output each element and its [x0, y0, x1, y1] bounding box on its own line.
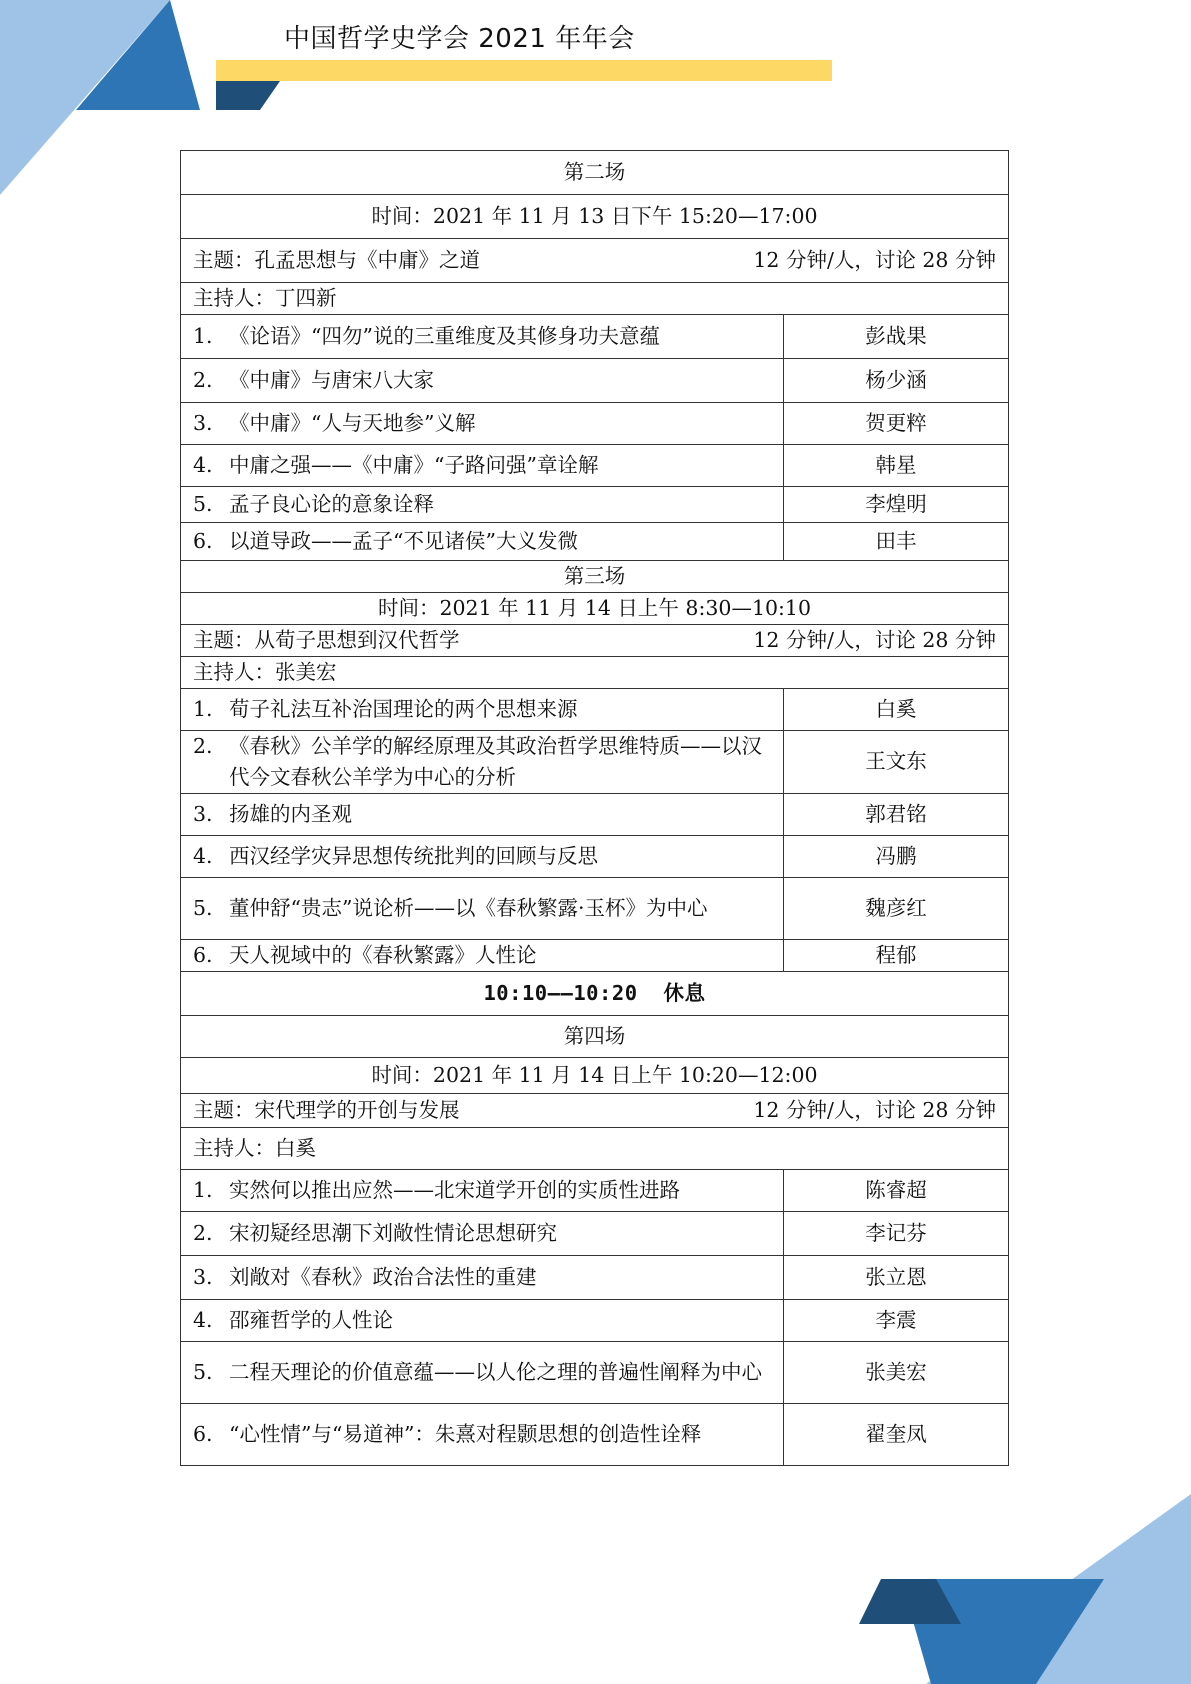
- table-row: [181, 1299, 1009, 1341]
- talk-title-cell: [181, 877, 784, 939]
- talk-number: 2.: [193, 368, 213, 393]
- session-rule: 12 分钟/人，讨论 28 分钟: [753, 628, 996, 653]
- talk-speaker: 翟奎凤: [784, 1403, 1009, 1465]
- talk-title: 《中庸》“人与天地参”义解: [229, 411, 476, 436]
- talk-title: 中庸之强——《中庸》“子路问强”章诠解: [229, 453, 599, 478]
- talk-item: [193, 799, 771, 830]
- table-row: [181, 315, 1009, 359]
- talk-speaker: 杨少涵: [784, 359, 1009, 403]
- talk-speaker: 冯鹏: [784, 835, 1009, 877]
- session-rule: 12 分钟/人，讨论 28 分钟: [753, 1097, 996, 1122]
- talk-number: 6.: [193, 942, 213, 967]
- talk-number: 5.: [193, 492, 213, 517]
- talk-item: [193, 321, 771, 352]
- talk-speaker: 郭君铭: [784, 793, 1009, 835]
- theme-wrapper: [193, 625, 996, 656]
- session-theme: 主题：从荀子思想到汉代哲学: [193, 628, 460, 653]
- session-theme: 主题：孔孟思想与《中庸》之道: [193, 248, 480, 273]
- table-row: [181, 523, 1009, 561]
- table-row: [181, 1403, 1009, 1465]
- talk-item: [193, 365, 771, 396]
- talk-speaker: 王文东: [784, 731, 1009, 794]
- talk-number: 1.: [193, 324, 213, 349]
- table-row: [181, 283, 1009, 315]
- session-theme: 主题：宋代理学的开创与发展: [193, 1097, 460, 1122]
- talk-number: 3.: [193, 411, 213, 436]
- talk-item: [193, 1262, 771, 1293]
- talk-speaker: 李煌明: [784, 487, 1009, 523]
- session-host: 主持人：白奚: [181, 1127, 1009, 1169]
- bottom-right-decoration: [841, 1494, 1191, 1684]
- table-row: [181, 195, 1009, 239]
- talk-speaker: 张立恩: [784, 1255, 1009, 1299]
- talk-item: [193, 1218, 771, 1249]
- talk-title-cell: [181, 939, 784, 971]
- table-row: [181, 1127, 1009, 1169]
- talk-item: [193, 1357, 771, 1388]
- table-row: [181, 1341, 1009, 1403]
- table-row: [181, 403, 1009, 445]
- break-label: 休息: [663, 980, 706, 1005]
- talk-item: [193, 731, 771, 793]
- table-row: [181, 1093, 1009, 1127]
- talk-speaker: 韩星: [784, 445, 1009, 487]
- talk-number: 4.: [193, 1307, 213, 1332]
- talk-title: 刘敞对《春秋》政治合法性的重建: [229, 1264, 537, 1289]
- talk-item: [193, 1419, 771, 1450]
- header-accent-bar: [216, 60, 832, 81]
- talk-title-cell: [181, 1169, 784, 1211]
- table-row: [181, 939, 1009, 971]
- talk-item: [193, 526, 771, 557]
- session-time: 时间：2021 年 11 月 14 日上午 8:30—10:10: [181, 593, 1009, 625]
- talk-number: 4.: [193, 843, 213, 868]
- talk-item: [193, 1305, 771, 1336]
- table-row: [181, 593, 1009, 625]
- session-theme-row: [181, 625, 1009, 657]
- table-row: [181, 1255, 1009, 1299]
- talk-number: 1.: [193, 1177, 213, 1202]
- talk-title-cell: [181, 359, 784, 403]
- talk-speaker: 贺更粹: [784, 403, 1009, 445]
- talk-item: [193, 489, 771, 520]
- talk-title: 二程天理论的价值意蕴——以人伦之理的普遍性阐释为中心: [229, 1359, 762, 1384]
- talk-title: 荀子礼法互补治国理论的两个思想来源: [229, 697, 578, 722]
- talk-title-cell: [181, 689, 784, 731]
- table-row: [181, 151, 1009, 195]
- table-row: [181, 487, 1009, 523]
- theme-wrapper: [193, 1095, 996, 1126]
- talk-speaker: 张美宏: [784, 1341, 1009, 1403]
- talk-number: 6.: [193, 529, 213, 554]
- talk-title: 《论语》“四勿”说的三重维度及其修身功夫意蕴: [229, 324, 660, 349]
- table-row: [181, 877, 1009, 939]
- talk-title-cell: [181, 523, 784, 561]
- table-row: [181, 625, 1009, 657]
- schedule-table: [180, 150, 1009, 1466]
- talk-title-cell: [181, 1211, 784, 1255]
- break-row: [181, 971, 1009, 1015]
- talk-item: [193, 1175, 771, 1206]
- talk-number: 2.: [193, 734, 213, 758]
- table-row: [181, 359, 1009, 403]
- talk-title: 以道导政——孟子“不见诸侯”大义发微: [229, 529, 578, 554]
- talk-item: [193, 893, 771, 924]
- talk-speaker: 白奚: [784, 689, 1009, 731]
- talk-title: “心性情”与“易道神”：朱熹对程颢思想的创造性诠释: [229, 1421, 702, 1446]
- talk-number: 5.: [193, 1359, 213, 1384]
- theme-wrapper: [193, 245, 996, 276]
- session-theme-row: [181, 1093, 1009, 1127]
- talk-title: 董仲舒“贵志”说论析——以《春秋繁露·玉杯》为中心: [229, 895, 708, 920]
- talk-item: [193, 408, 771, 439]
- talk-title: 西汉经学灾异思想传统批判的回顾与反思: [229, 843, 598, 868]
- table-row: [181, 971, 1009, 1015]
- table-row: [181, 561, 1009, 593]
- talk-title-cell: [181, 403, 784, 445]
- talk-title-cell: [181, 731, 784, 794]
- talk-speaker: 程郁: [784, 939, 1009, 971]
- table-row: [181, 657, 1009, 689]
- talk-title: 实然何以推出应然——北宋道学开创的实质性进路: [229, 1177, 680, 1202]
- talk-number: 2.: [193, 1220, 213, 1245]
- talk-number: 4.: [193, 453, 213, 478]
- talk-speaker: 李记芬: [784, 1211, 1009, 1255]
- table-row: [181, 1015, 1009, 1057]
- talk-title-cell: [181, 793, 784, 835]
- session-rule: 12 分钟/人，讨论 28 分钟: [753, 248, 996, 273]
- talk-title-cell: [181, 835, 784, 877]
- table-row: [181, 1169, 1009, 1211]
- table-row: [181, 793, 1009, 835]
- talk-title: 宋初疑经思潮下刘敞性情论思想研究: [229, 1220, 557, 1245]
- talk-title-cell: [181, 315, 784, 359]
- talk-title-cell: [181, 445, 784, 487]
- talk-title: 《中庸》与唐宋八大家: [229, 368, 434, 393]
- talk-number: 1.: [193, 697, 213, 722]
- talk-title: 邵雍哲学的人性论: [229, 1307, 393, 1332]
- session-host: 主持人：丁四新: [181, 283, 1009, 315]
- talk-item: [193, 450, 771, 481]
- talk-title: 孟子良心论的意象诠释: [229, 492, 434, 517]
- talk-speaker: 陈睿超: [784, 1169, 1009, 1211]
- talk-title: 《春秋》公羊学的解经原理及其政治哲学思维特质——以汉代今文春秋公羊学为中心的分析: [229, 734, 762, 789]
- session-theme-row: [181, 239, 1009, 283]
- session-host: 主持人：张美宏: [181, 657, 1009, 689]
- talk-title-cell: [181, 487, 784, 523]
- table-row: [181, 1211, 1009, 1255]
- talk-number: 6.: [193, 1421, 213, 1446]
- talk-title-cell: [181, 1299, 784, 1341]
- talk-title: 天人视域中的《春秋繁露》人性论: [229, 942, 537, 967]
- page-title: 中国哲学史学会 2021 年年会: [284, 24, 635, 54]
- talk-title-cell: [181, 1255, 784, 1299]
- talk-number: 3.: [193, 1264, 213, 1289]
- talk-item: [193, 841, 771, 872]
- talk-speaker: 彭战果: [784, 315, 1009, 359]
- session-title: 第四场: [181, 1015, 1009, 1057]
- talk-item: [193, 694, 771, 725]
- talk-title-cell: [181, 1341, 784, 1403]
- session-time: 时间：2021 年 11 月 13 日下午 15:20—17:00: [181, 195, 1009, 239]
- talk-number: 5.: [193, 895, 213, 920]
- session-title: 第二场: [181, 151, 1009, 195]
- table-row: [181, 239, 1009, 283]
- talk-number: 3.: [193, 801, 213, 826]
- talk-speaker: 田丰: [784, 523, 1009, 561]
- talk-title: 扬雄的内圣观: [229, 801, 352, 826]
- talk-speaker: 魏彦红: [784, 877, 1009, 939]
- session-title: 第三场: [181, 561, 1009, 593]
- table-row: [181, 689, 1009, 731]
- session-time: 时间：2021 年 11 月 14 日上午 10:20—12:00: [181, 1057, 1009, 1093]
- table-row: [181, 1057, 1009, 1093]
- table-row: [181, 445, 1009, 487]
- talk-title-cell: [181, 1403, 784, 1465]
- talk-speaker: 李震: [784, 1299, 1009, 1341]
- break-time: 10:10——10:20: [483, 980, 638, 1005]
- table-row: [181, 835, 1009, 877]
- talk-item: [193, 940, 771, 971]
- table-row: [181, 731, 1009, 794]
